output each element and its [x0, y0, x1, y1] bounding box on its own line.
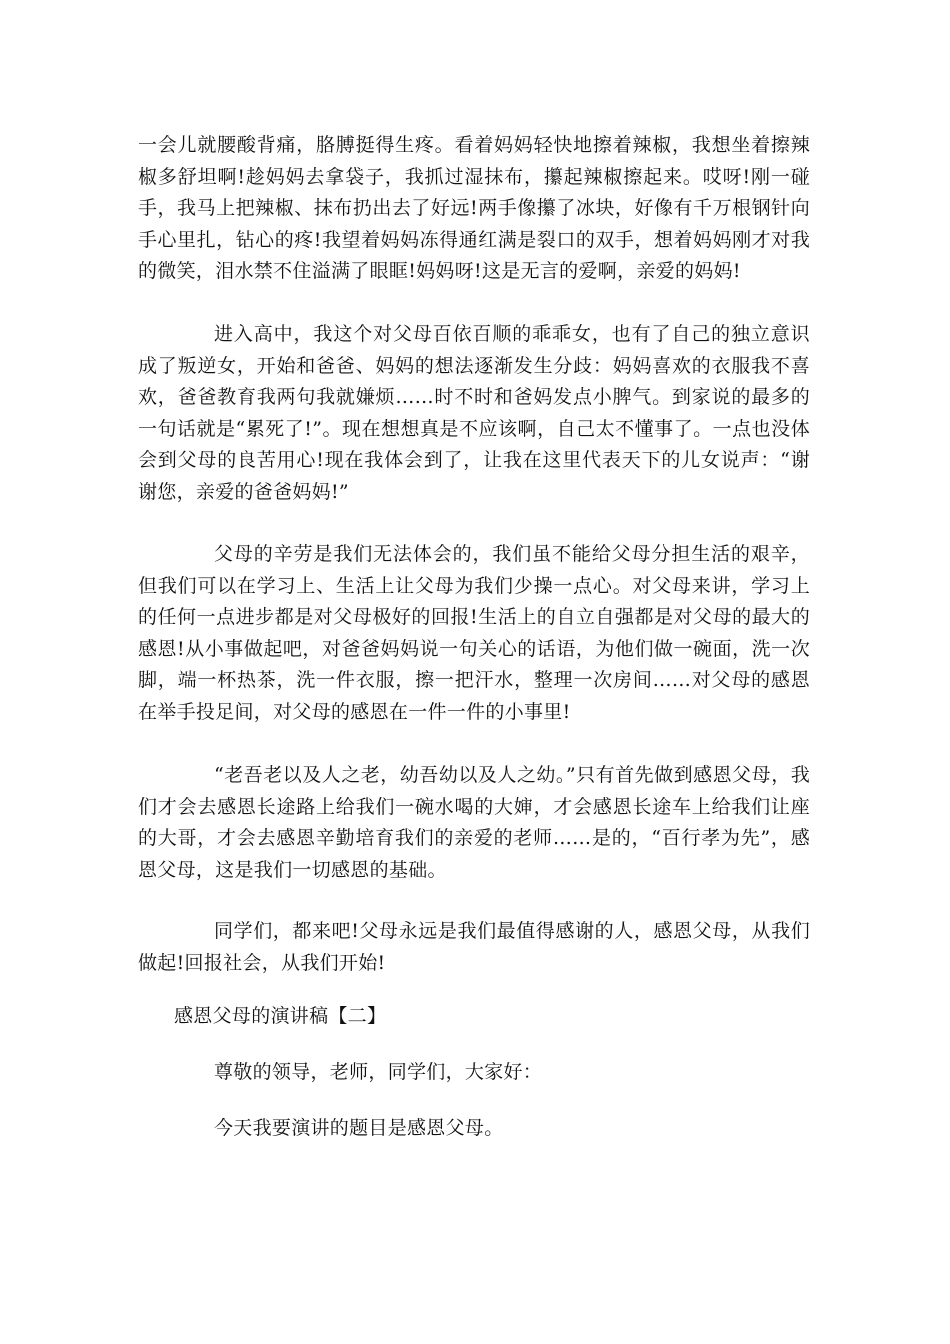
paragraph-5: 同学们，都来吧!父母永远是我们最值得感谢的人，感恩父母，从我们做起!回报社会，从我们开始!: [138, 920, 810, 974]
paragraph-4: “老吾老以及人之老，幼吾幼以及人之幼。”只有首先做到感恩父母，我们才会去感恩长途路上给我们一碗水喝的大婶，才会感恩长途车上给我们让座的大哥，才会去感恩辛勤培育我们的亲爱的老师……是的，“百行孝为先”，感恩父母，这是我们一切感恩的基础。: [138, 764, 810, 881]
paragraph-1: 一会儿就腰酸背痛，胳膊挺得生疼。看着妈妈轻快地擦着辣椒，我想坐着擦辣椒多舒坦啊!趁妈妈去拿袋子，我抓过湿抹布，攥起辣椒擦起来。哎呀!刚一碰手，我马上把辣椒、抹布扔出去了好远!两手像攥了冰块，好像有千万根钢针向手心里扎，钻心的疼!我望着妈妈冻得通红满是裂口的双手，想着妈妈刚才对我的微笑，泪水禁不住溢满了眼眶!妈妈呀!这是无言的爱啊，亲爱的妈妈!: [138, 134, 810, 282]
greeting-line: 尊敬的领导，老师，同学们，大家好：: [214, 1061, 543, 1083]
section-title: 感恩父母的演讲稿【二】: [174, 1005, 387, 1027]
paragraph-3: 父母的辛劳是我们无法体会的，我们虽不能给父母分担生活的艰辛，但我们可以在学习上、生活上让父母为我们少操一点心。对父母来讲，学习上的任何一点进步都是对父母极好的回报!生活上的自立自强都是对父母的最大的感恩!从小事做起吧，对爸爸妈妈说一句关心的话语，为他们做一碗面，洗一次脚，端一杯热茶，洗一件衣服，擦一把汗水，整理一次房间……对父母的感恩在举手投足间，对父母的感恩在一件一件的小事里!: [138, 543, 810, 723]
topic-line: 今天我要演讲的题目是感恩父母。: [214, 1117, 504, 1139]
paragraph-2: 进入高中，我这个对父母百依百顺的乖乖女，也有了自己的独立意识成了叛逆女，开始和爸爸、妈妈的想法逐渐发生分歧：妈妈喜欢的衣服我不喜欢，爸爸教育我两句我就嫌烦……时不时和爸妈发点小脾气。到家说的最多的一句话就是“累死了!”。现在想想真是不应该啊，自己太不懂事了。一点也没体会到父母的良苦用心!现在我体会到了，让我在这里代表天下的儿女说声：“谢谢您，亲爱的爸爸妈妈!”: [138, 323, 810, 503]
